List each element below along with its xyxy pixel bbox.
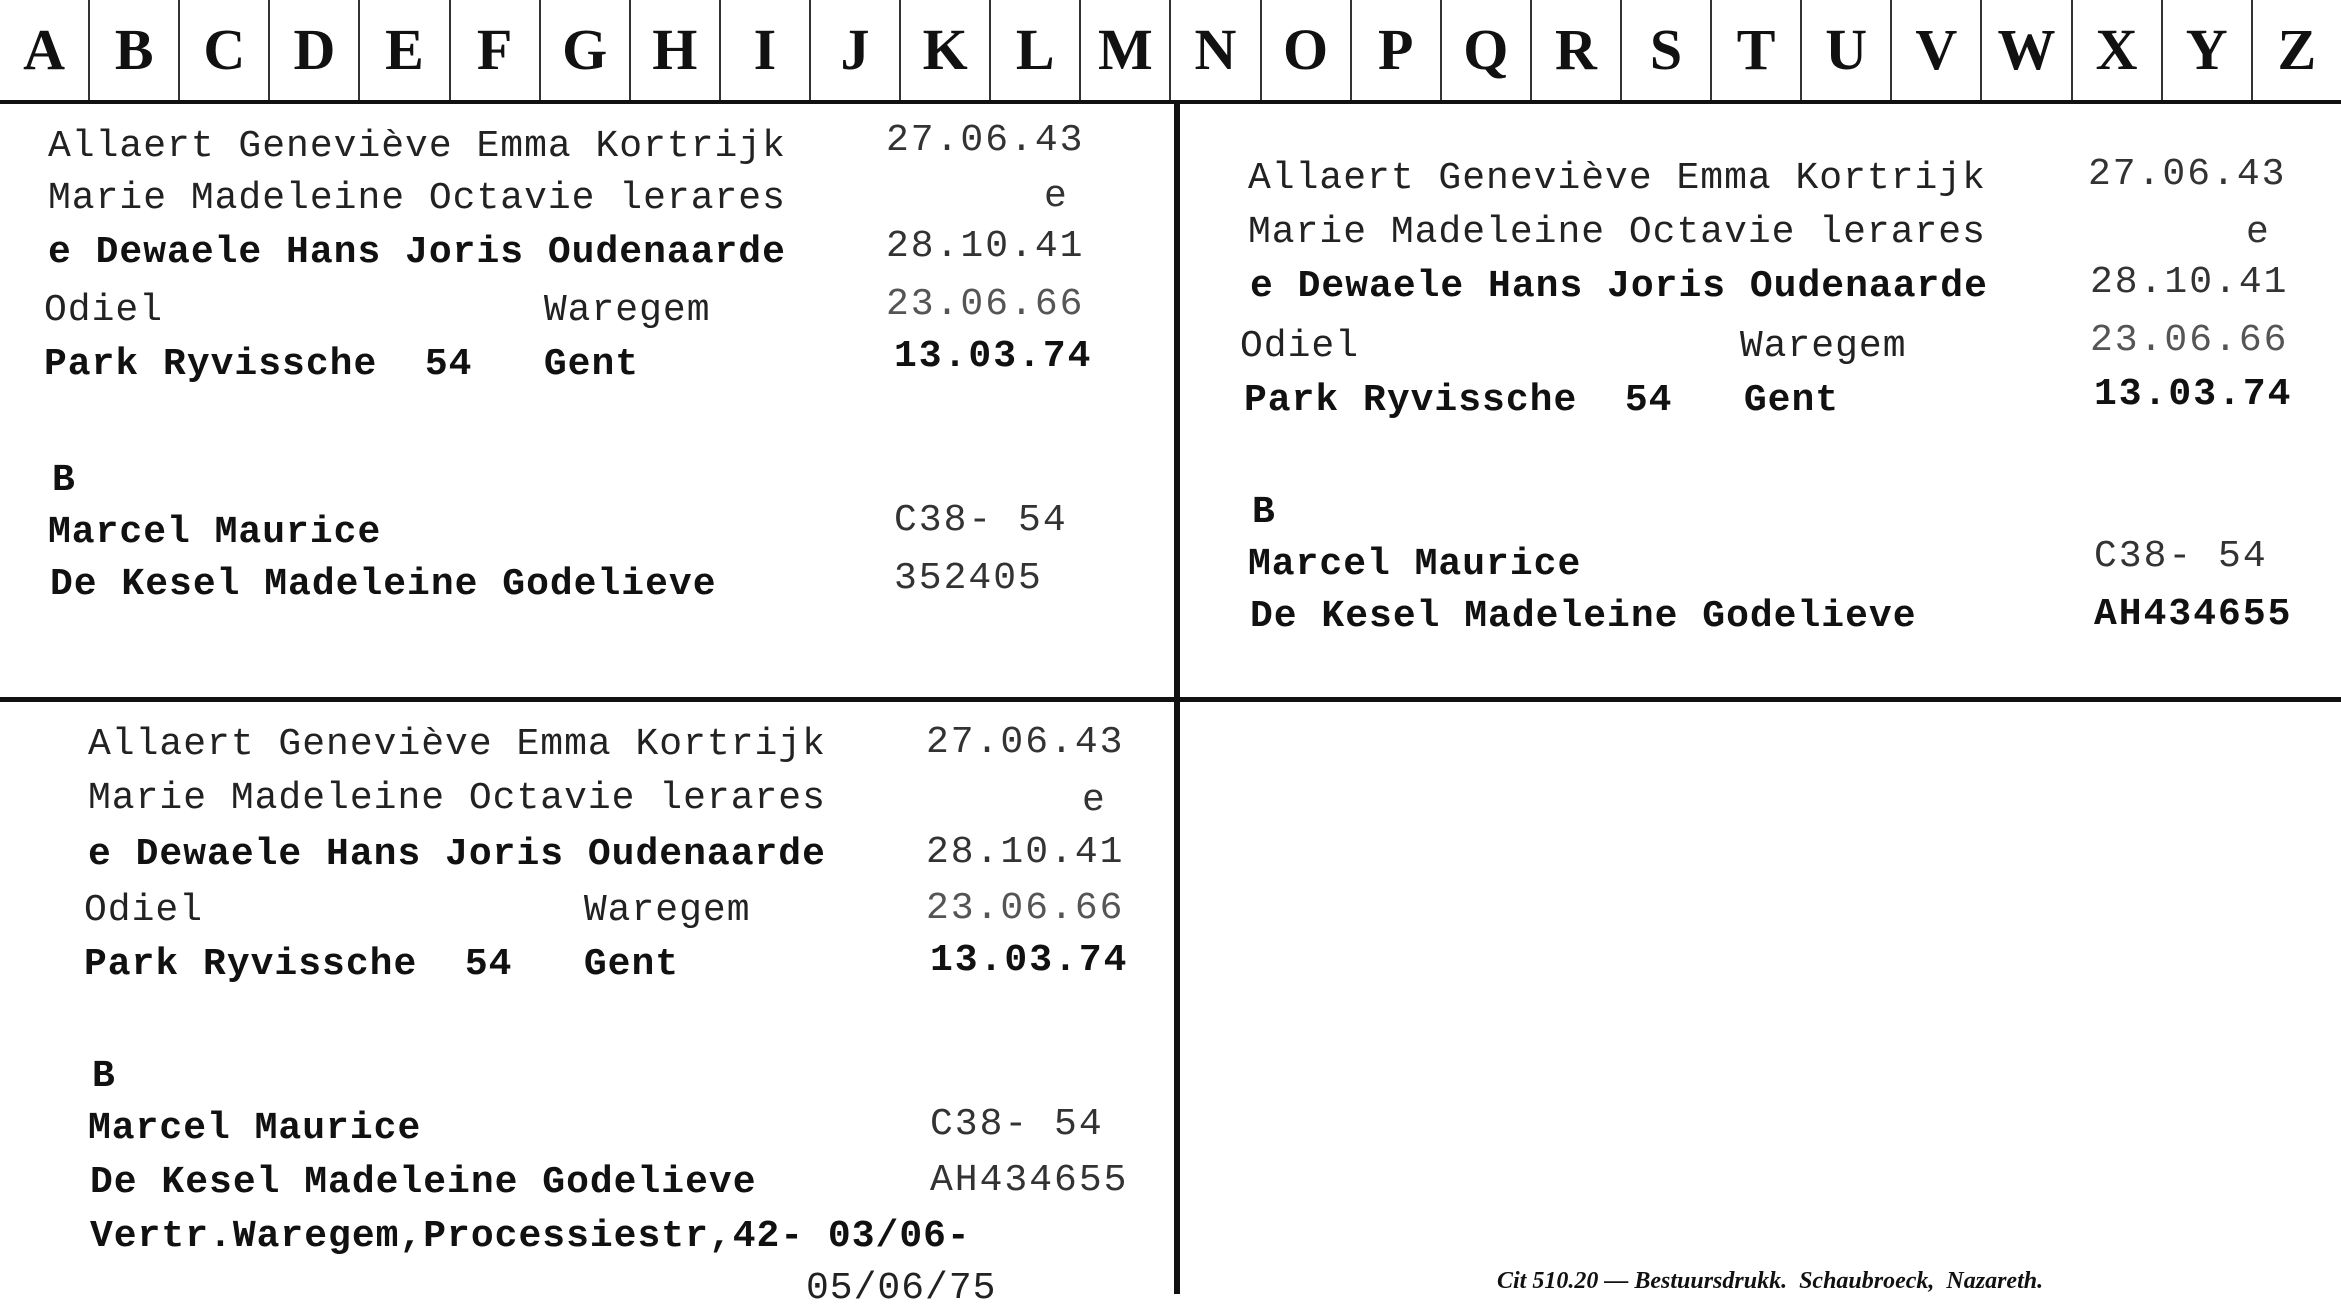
card-parent-line: Odiel Waregem — [44, 289, 711, 332]
index-letter-l: L — [991, 0, 1081, 100]
card-spouse-line: e Dewaele Hans Joris Oudenaarde — [48, 231, 786, 274]
card-section-letter: B — [52, 459, 76, 502]
printer-imprint: Cit 510.20 — Bestuursdrukk. Schaubroeck, Nazareth. — [1497, 1268, 2044, 1294]
card-name-line: Marcel Maurice — [48, 511, 382, 554]
index-letter-r: R — [1532, 0, 1622, 100]
index-letter-h: H — [631, 0, 721, 100]
index-letter-b: B — [90, 0, 180, 100]
card-name-line: Allaert Geneviève Emma Kortrijk — [1248, 157, 1986, 200]
index-letter-s: S — [1622, 0, 1712, 100]
card-section-letter: B — [92, 1055, 116, 1098]
card-date-suffix: e — [1044, 175, 1069, 218]
card-notes-line: Vertr.Waregem,Processiestr,42- 03/06- — [90, 1215, 971, 1258]
index-letter-m: M — [1081, 0, 1171, 100]
index-letter-k: K — [901, 0, 991, 100]
index-letter-a: A — [0, 0, 90, 100]
card-reference: C38- 54 — [2094, 535, 2268, 578]
card-date-suffix: e — [1082, 779, 1107, 822]
index-letter-v: V — [1892, 0, 1982, 100]
index-letter-x: X — [2073, 0, 2163, 100]
card-spouse-line: e Dewaele Hans Joris Oudenaarde — [1250, 265, 1988, 308]
alphabet-index-header — [0, 0, 2341, 104]
card-name-line: Allaert Geneviève Emma Kortrijk — [88, 723, 826, 766]
horizontal-divider — [0, 697, 2341, 702]
index-letter-c: C — [180, 0, 270, 100]
card-name-line: Marcel Maurice — [88, 1107, 422, 1150]
index-letter-i: I — [721, 0, 811, 100]
card-date: 27.06.43 — [886, 119, 1085, 162]
card-date: 13.03.74 — [2094, 373, 2293, 416]
card-date-suffix: e — [2246, 211, 2271, 254]
card-parent-line: Odiel Waregem — [1240, 325, 1907, 368]
card-section-letter: B — [1252, 491, 1276, 534]
card-address-line: Park Ryvissche 54 Gent — [1244, 379, 1840, 422]
index-letter-g: G — [541, 0, 631, 100]
card-name-line: De Kesel Madeleine Godelieve — [50, 563, 717, 606]
card-name-line: Allaert Geneviève Emma Kortrijk — [48, 125, 786, 168]
card-notes-date: 05/06/75 — [806, 1267, 997, 1310]
card-id-number: AH434655 — [930, 1159, 1129, 1202]
index-letter-y: Y — [2163, 0, 2253, 100]
card-date: 28.10.41 — [886, 225, 1085, 268]
card-name-line: De Kesel Madeleine Godelieve — [90, 1161, 757, 1204]
index-letter-e: E — [360, 0, 450, 100]
card-name-line: Marcel Maurice — [1248, 543, 1582, 586]
card-date: 27.06.43 — [926, 721, 1125, 764]
index-letter-p: P — [1352, 0, 1442, 100]
index-letter-o: O — [1262, 0, 1352, 100]
card-reference: C38- 54 — [894, 499, 1068, 542]
index-letter-u: U — [1802, 0, 1892, 100]
card-spouse-line: e Dewaele Hans Joris Oudenaarde — [88, 833, 826, 876]
card-date: 28.10.41 — [926, 831, 1125, 874]
index-letter-f: F — [451, 0, 541, 100]
card-parent-line: Odiel Waregem — [84, 889, 751, 932]
index-letter-q: Q — [1442, 0, 1532, 100]
card-reference: C38- 54 — [930, 1103, 1104, 1146]
card-name-line: De Kesel Madeleine Godelieve — [1250, 595, 1917, 638]
card-date: 23.06.66 — [2090, 319, 2289, 362]
index-letter-w: W — [1982, 0, 2072, 100]
card-date: 28.10.41 — [2090, 261, 2289, 304]
card-address-line: Park Ryvissche 54 Gent — [84, 943, 680, 986]
index-letter-j: J — [811, 0, 901, 100]
index-letter-z: Z — [2277, 17, 2317, 82]
card-id-number: AH434655 — [2094, 593, 2293, 636]
card-name-line: Marie Madeleine Octavie lerares — [88, 777, 826, 820]
card-date: 27.06.43 — [2088, 153, 2287, 196]
card-date: 13.03.74 — [930, 939, 1129, 982]
card-date: 13.03.74 — [894, 335, 1093, 378]
card-id-number: 352405 — [894, 557, 1043, 600]
card-date: 23.06.66 — [926, 887, 1125, 930]
card-date: 23.06.66 — [886, 283, 1085, 326]
index-letter-t: T — [1712, 0, 1802, 100]
index-letter-d: D — [270, 0, 360, 100]
card-name-line: Marie Madeleine Octavie lerares — [1248, 211, 1986, 254]
index-letter-n: N — [1171, 0, 1261, 100]
card-name-line: Marie Madeleine Octavie lerares — [48, 177, 786, 220]
card-address-line: Park Ryvissche 54 Gent — [44, 343, 640, 386]
